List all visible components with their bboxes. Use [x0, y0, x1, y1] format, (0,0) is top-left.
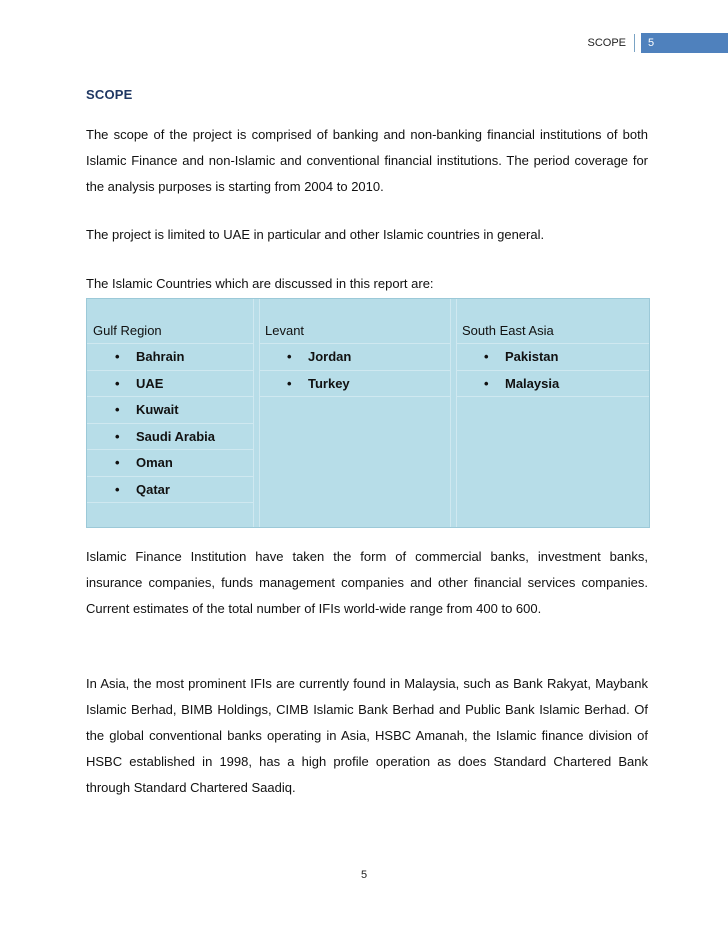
column-header-sea: South East Asia — [462, 323, 554, 338]
paragraph-asia-ifis: In Asia, the most prominent IFIs are currently found in Malaysia, such as Bank Rakyat, Maybank Islamic Berhad, BIMB Holdings, CIMB Islamic Bank Berhad and Public Bank Islamic Berhad. Of the global conventional banks operating in Asia, HSBC Amanah, the Islamic finance division of HSBC established in 1998, has a high profile operation as does Standard Chartered Bank through Standard Chartered Saadiq. — [86, 676, 648, 795]
list-item: • Turkey — [259, 370, 450, 398]
sea-country-list — [456, 343, 649, 397]
table-divider — [253, 299, 254, 527]
column-south-east-asia — [456, 319, 649, 397]
list-item: • Qatar — [87, 476, 253, 504]
column-header-levant: Levant — [265, 323, 305, 338]
levant-country-list — [259, 343, 450, 397]
header-page-number: 5 — [641, 33, 728, 53]
paragraph-scope: The scope of the project is comprised of banking and non-banking financial institutions of both Islamic Finance and non-Islamic and conventional financial institutions. The period coverage for the analysis purposes is starting from 2004 to 2010. — [86, 127, 648, 194]
column-header-gulf: Gulf Region — [93, 323, 162, 338]
table-divider — [450, 299, 451, 527]
list-item: • UAE — [87, 370, 253, 397]
list-item: • Kuwait — [87, 396, 253, 423]
column-gulf-region — [87, 319, 253, 503]
gulf-country-list — [87, 343, 253, 503]
paragraph-limit: The project is limited to UAE in particular and other Islamic countries in general. — [86, 227, 545, 242]
list-item: • Pakistan — [456, 343, 649, 370]
list-item: • Saudi Arabia — [87, 423, 253, 450]
column-levant — [259, 319, 450, 397]
running-header — [587, 33, 728, 53]
list-item: • Jordan — [259, 343, 450, 370]
footer-page-number: 5 — [360, 869, 368, 881]
countries-table — [86, 298, 650, 528]
header-title: SCOPE — [587, 34, 635, 52]
list-item: • Oman — [87, 449, 253, 476]
list-item: • Bahrain — [87, 343, 253, 370]
list-item: • Malaysia — [456, 370, 649, 398]
paragraph-countries-intro: The Islamic Countries which are discussed in this report are: — [86, 276, 434, 291]
section-heading: SCOPE — [86, 87, 133, 102]
paragraph-ifi-forms: Islamic Finance Institution have taken the form of commercial banks, investment banks, insurance companies, funds management companies and other financial services companies. Current estimates of the total number of IFIs world-wide range from 400 to 600. — [86, 549, 648, 616]
